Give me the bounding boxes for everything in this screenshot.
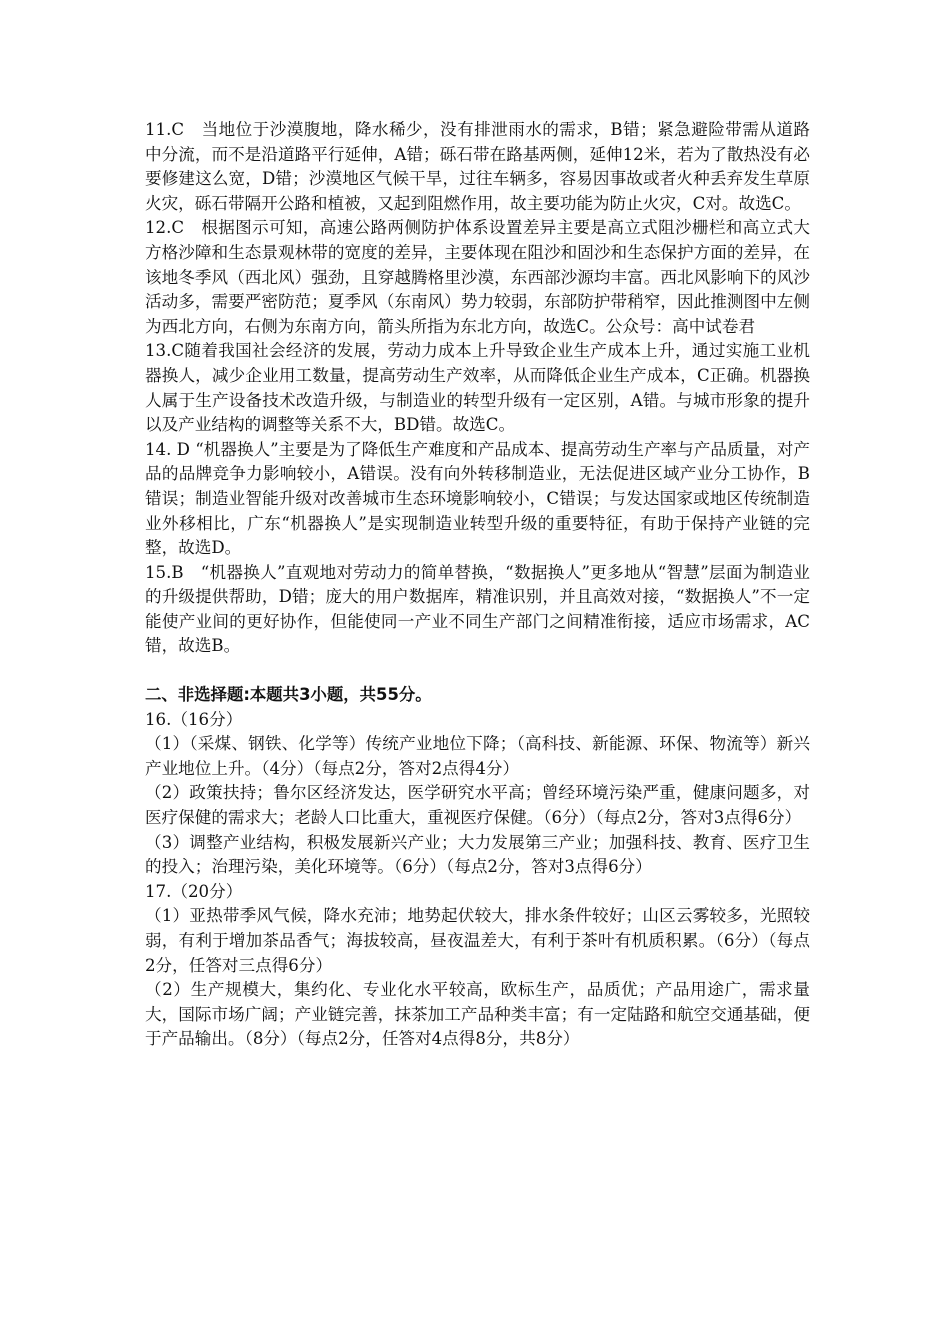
question-17-part-2: （2）生产规模大，集约化、专业化水平较高，欧标生产，品质优；产品用途广，需求量大，国际市场广阔；产业链完善，抹茶加工产品种类丰富；有一定陆路和航空交通基础，便于产品输出。（8分）（每点2分，任答对4点得8分，共8分） — [145, 980, 810, 1049]
question-16-title: 16.（16分） — [145, 709, 243, 729]
question-16-part-2: （2）政策扶持；鲁尔区经济发达，医学研究水平高；曾经环境污染严重，健康问题多，对医疗保健的需求大；老龄人口比重大，重视医疗保健。（6分）（每点2分，答对3点得6分） — [145, 783, 810, 828]
question-17-part-1: （1）亚热带季风气候，降水充沛；地势起伏较大，排水条件较好；山区云雾较多，光照较弱，有利于增加茶品香气；海拔较高，昼夜温差大，有利于茶叶有机质积累。（6分）（每点2分，任答对三点得6分） — [145, 906, 810, 975]
answer-key-page — [145, 118, 810, 1052]
question-16-part-1: （1）（采煤、钢铁、化学等）传统产业地位下降；（高科技、新能源、环保、物流等）新兴产业地位上升。（4分）（每点2分，答对2点得4分） — [145, 734, 810, 778]
answer-11: 11.C 当地位于沙漠腹地，降水稀少，没有排泄雨水的需求，B错；紧急避险带需从道路中分流，而不是沿道路平行延伸，A错；砾石带在路基两侧，延伸12米，若为了散热没有必要修建这么宽，D错；沙漠地区气候干旱，过往车辆多，容易因事故或者火种丢弃发生草原火灾，砾石带隔开公路和植被，又起到阻燃作用，故主要功能为防止火灾，C对。故选C。 — [145, 120, 810, 213]
answer-13: 13.C随着我国社会经济的发展，劳动力成本上升导致企业生产成本上升，通过实施工业机器换人，减少企业用工数量，提高劳动生产效率，从而降低企业生产成本，C正确。机器换人属于生产设备技术改造升级，与制造业的转型升级有一定区别，A错。与城市形象的提升以及产业结构的调整等关系不大，BD错。故选C。 — [145, 341, 810, 435]
answer-15: 15.B “机器换人”直观地对劳动力的简单替换，“数据换人”更多地从“智慧”层面为制造业的升级提供帮助，D错；庞大的用户数据库，精准识别，并且高效对接，“数据换人”不一定能使产业间的更好协作，但能使同一产业不同生产部门之间精准衔接，适应市场需求，AC错，故选B。 — [145, 562, 810, 656]
section-heading: 二、非选择题:本题共3小题，共55分。 — [145, 685, 432, 705]
answer-14: 14. D “机器换人”主要是为了降低生产难度和产品成本、提高劳动生产率与产品质量，对产品的品牌竞争力影响较小，A错误。没有向外转移制造业，无法促进区域产业分工协作，B错误；制造业智能升级对改善城市生态环境影响较小，C错误；与发达国家或地区传统制造业外移相比，广东“机器换人”是实现制造业转型升级的重要特征，有助于保持产业链的完整，故选D。 — [145, 439, 810, 558]
question-17-title: 17.（20分） — [145, 881, 243, 901]
section-spacer — [145, 659, 810, 683]
answer-12: 12.C 根据图示可知，高速公路两侧防护体系设置差异主要是高立式阻沙栅栏和高立式大方格沙障和生态景观林带的宽度的差异，主要体现在阻沙和固沙和生态保护方面的差异，在该地冬季风（西北风）强劲，且穿越腾格里沙漠，东西部沙源均丰富。西北风影响下的风沙活动多，需要严密防范；夏季风（东南风）势力较弱，东部防护带稍窄，因此推测图中左侧为西北方向，右侧为东南方向，箭头所指为东北方向，故选C。公众号：高中试卷君 — [145, 218, 810, 336]
question-16-part-3: （3）调整产业结构，积极发展新兴产业；大力发展第三产业；加强科技、教育、医疗卫生的投入；治理污染，美化环境等。（6分）（每点2分，答对3点得6分） — [145, 832, 810, 877]
